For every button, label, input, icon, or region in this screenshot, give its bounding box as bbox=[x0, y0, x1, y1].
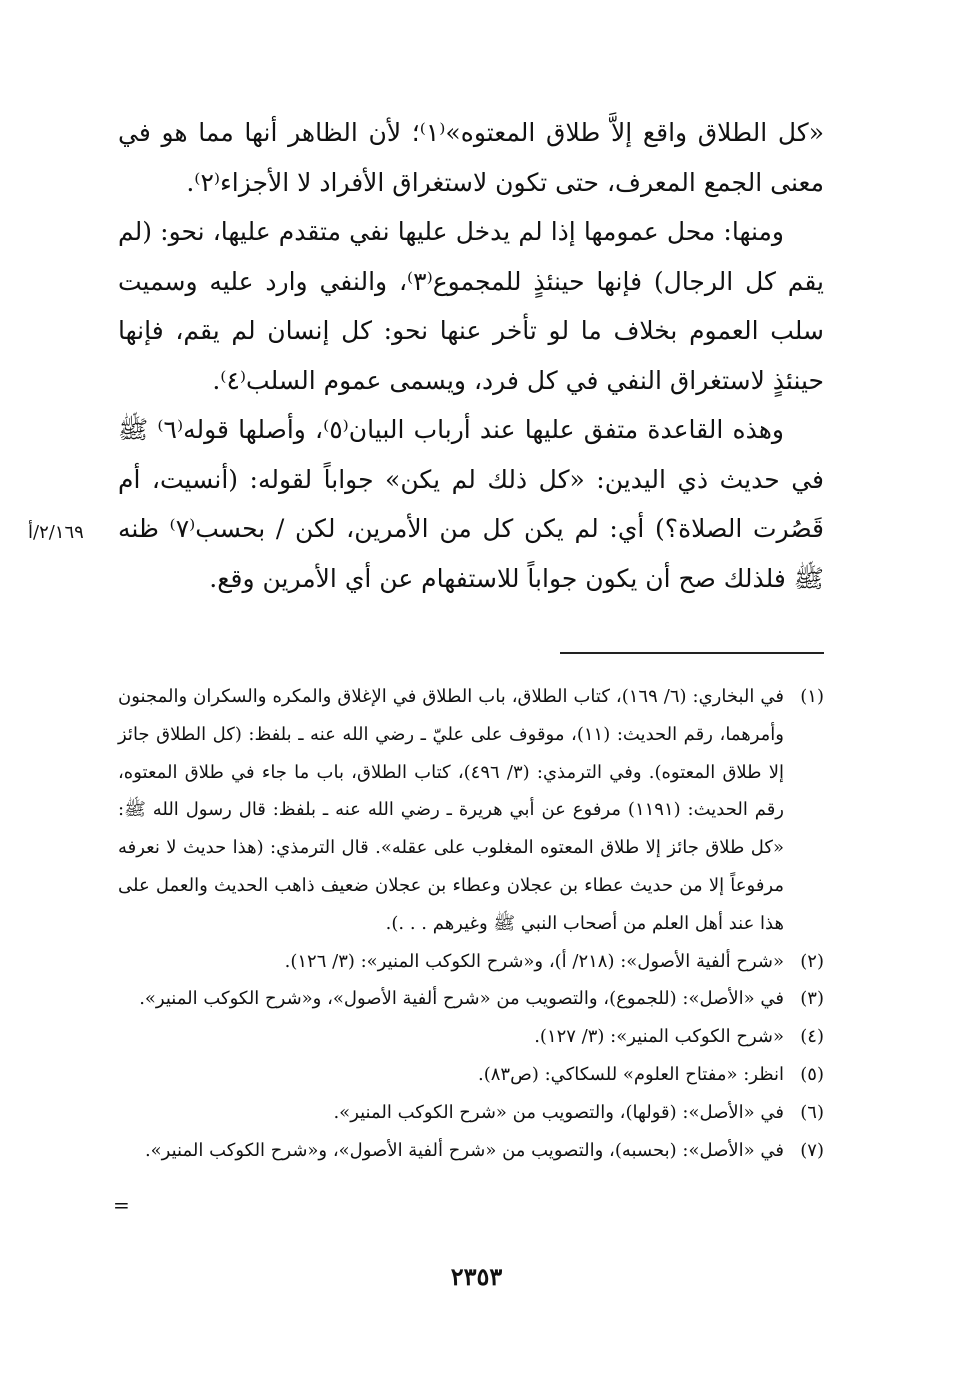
footnote bbox=[118, 1094, 824, 1132]
footnotes bbox=[118, 678, 824, 1169]
footnote-number: (٢) bbox=[800, 950, 824, 972]
footnote-continuation-mark: = bbox=[113, 1193, 130, 1217]
footnote-number: (٦) bbox=[800, 1101, 824, 1123]
footnote bbox=[118, 1018, 824, 1056]
paragraph: «كل الطلاق واقع إلاَّ طلاق المعتوه»⁽١⁾؛ لأن الظاهر أنها مما هو في معنى الجمع المعرف، حتى تكون لاستغراق الأفراد لا الأجزاء⁽٢⁾. bbox=[118, 118, 824, 197]
footnote bbox=[118, 678, 824, 943]
footnote-number: (٤) bbox=[800, 1026, 824, 1048]
paragraph: وهذه القاعدة متفق عليها عند أرباب البيان⁽٥⁾، وأصلها قوله⁽٦⁾ ﷺ في حديث ذي اليدين: «كل ذلك لم يكن» جواباً لقوله: (أنسيت، أم قَصُرت الصلاة؟) أي: لم يكن كل من الأمرين، لكن / بحسب⁽٧⁾ ظنه ﷺ فلذلك صح أن يكون جواباً للاستفهام عن أي الأمرين وقع. bbox=[118, 415, 824, 593]
footnote-number: (٥) bbox=[800, 1063, 824, 1085]
footnote-text: في «الأصل»: (قولها)، والتصويب من «شرح الكوكب المنير». bbox=[333, 1101, 784, 1123]
footnote bbox=[118, 943, 824, 981]
footnote-separator bbox=[560, 652, 824, 654]
footnote-text: في البخاري: (٦/ ١٦٩)، كتاب الطلاق، باب الطلاق في الإغلاق والمكره والسكران والمجنون وأمرهما، رقم الحديث: (١١)، موقوف على عليّ ـ رضي الله عنه ـ بلفظ: (كل الطلاق جائز إلا طلاق المعتوه). وفي الترمذي: (٣/ ٤٩٦)، كتاب الطلاق، باب ما جاء في طلاق المعتوه، رقم الحديث: (١١٩١) مرفوع عن أبي هريرة ـ رضي الله عنه ـ بلفظ: قال رسول الله ﷺ: «كل طلاق جائز إلا طلاق المعتوه المغلوب على عقله». قال الترمذي: (هذا حديث لا نعرفه مرفوعاً إلا من حديث عطاء بن عجلان وعطاء بن عجلان ضعيف ذاهب الحديث والعمل على هذا عند أهل العلم من أصحاب النبي ﷺ وغيرهم . . .). bbox=[118, 686, 785, 934]
footnote-number: (٧) bbox=[800, 1139, 824, 1161]
footnote-text: «شرح ألفية الأصول»: (٢١٨/ أ)، و«شرح الكوكب المنير»: (٣/ ١٢٦). bbox=[284, 950, 784, 972]
main-text bbox=[118, 108, 824, 603]
footnote bbox=[118, 980, 824, 1018]
page-number: ٢٣٥٣ bbox=[450, 1262, 503, 1291]
footnote bbox=[118, 1056, 824, 1094]
footnote-text: في «الأصل»: (بحسبه)، والتصويب من «شرح ألفية الأصول»، و«شرح الكوكب المنير». bbox=[144, 1139, 784, 1161]
footnote-number: (١) bbox=[800, 686, 824, 707]
footnote-text: انظر: «مفتاح العلوم» للسكاكي: (ص٨٣). bbox=[478, 1063, 784, 1085]
manuscript-folio-reference: ٢/١٦٩/أ bbox=[28, 522, 84, 543]
footnote bbox=[118, 1132, 824, 1170]
footnote-number: (٣) bbox=[800, 988, 824, 1010]
paragraph: ومنها: محل عمومها إذا لم يدخل عليها نفي متقدم عليها، نحو: (لم يقم كل الرجال) فإنها حينئذٍ للمجموع⁽٣⁾، والنفي وارد عليه وسميت سلب العموم بخلاف ما لو تأخر عنها نحو: كل إنسان لم يقم، فإنها حينئذٍ لاستغراق النفي في كل فرد، ويسمى عموم السلب⁽٤⁾. bbox=[118, 217, 824, 395]
footnote-text: في «الأصل»: (للجموع)، والتصويب من «شرح ألفية الأصول»، و«شرح الكوكب المنير». bbox=[139, 988, 784, 1010]
footnote-text: «شرح الكوكب المنير»: (٣/ ١٢٧). bbox=[534, 1026, 784, 1048]
